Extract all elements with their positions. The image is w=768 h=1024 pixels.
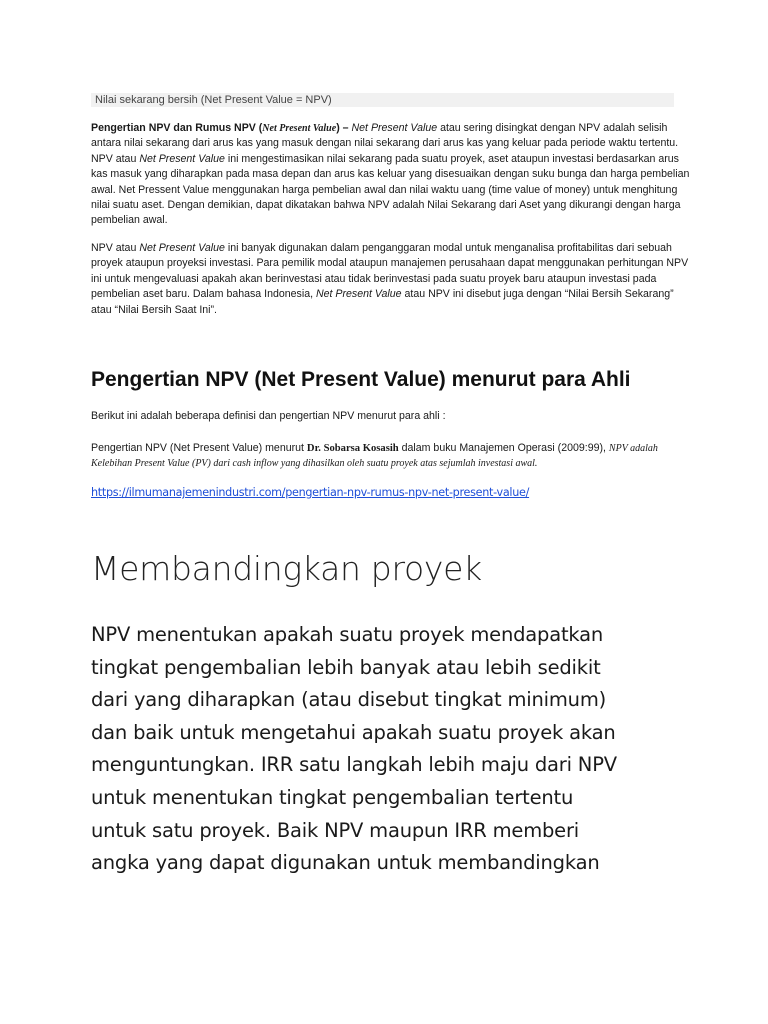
body-line: menguntungkan. IRR satu langkah lebih maju dari NPV	[91, 753, 617, 777]
paragraph-intro-experts: Berikut ini adalah beberapa definisi dan pengertian NPV menurut para ahli :	[91, 410, 446, 422]
p4-italic: NPV adalah Kelebihan Present Value (PV) dari cash inflow yang dihasilkan oleh suatu proyek atas sejumlah investasi awal.	[91, 443, 658, 470]
p2-italic-a: Net Present Value	[139, 242, 225, 254]
body-line: dari yang diharapkan (atau disebut tingkat minimum)	[91, 688, 607, 712]
p2-italic-b: Net Present Value	[315, 288, 402, 301]
p4-text-a: Pengertian NPV (Net Present Value) menurut	[91, 442, 304, 454]
body-line: untuk menentukan tingkat pengembalian tertentu	[91, 785, 574, 809]
body-compare-projects	[91, 619, 691, 880]
section-heading-experts: Pengertian NPV (Net Present Value) menurut para Ahli	[91, 368, 631, 391]
paragraph-expert-definition	[91, 441, 691, 472]
p4-author: Dr. Sobarsa Kosasih	[306, 443, 399, 454]
image-caption: Nilai sekarang bersih (Net Present Value = NPV)	[95, 94, 332, 106]
section-heading-compare: Membandingkan proyek	[91, 549, 482, 588]
body-line: tingkat pengembalian lebih banyak atau lebih sedikit	[91, 655, 601, 679]
p1-italic-lead: Net Present Value	[351, 122, 438, 134]
p1-bold-serif: Net Present Value	[262, 123, 337, 134]
body-line: angka yang dapat digunakan untuk membandingkan	[91, 851, 600, 875]
paragraph-npv-usage	[91, 241, 691, 318]
p2-text-b: ini banyak digunakan dalam penganggaran modal untuk menganalisa profitabilitas dari sebuah proyek ataupun proyeksi investasi. Para pemilik modal ataupun manajemen perusahaan dapat menggunakan perhitungan NPV ini untuk mengevaluasi apakah akan berinvestasi atau tidak berinvestasi pada suatu proyek baru ataupun investasi pada pembelian aset baru. Dalam bahasa Indonesia,	[91, 242, 689, 301]
body-line: untuk satu proyek. Baik NPV maupun IRR memberi	[91, 818, 580, 842]
p2-text-c: atau NPV ini disebut juga dengan “Nilai Bersih Sekarang” atau “Nilai Bersih Saat Ini”.	[91, 288, 674, 316]
p2-text-a: NPV atau	[91, 242, 137, 254]
p1-text-b: ini mengestimasikan nilai sekarang pada suatu proyek, aset ataupun investasi berdasarkan arus kas masuk yang diharapkan pada masa depan dan arus kas keluar yang disesuaikan dengan suku bunga dan harga pembelian awal. Net Pressent Value menggunakan harga pembelian awal dan nilai waktu uang (time value of money) untuk menghitung nilai suatu aset. Dengan demikian, dapat dikatakan bahwa NPV adalah Nilai Sekarang dari Aset yang dikurangi dengan harga pembelian awal.	[91, 152, 690, 227]
paragraph-npv-definition	[91, 121, 691, 229]
source-link[interactable]: https://ilmumanajemenindustri.com/pengertian-npv-rumus-npv-net-present-value/	[91, 486, 530, 499]
p1-italic-b: Net Present Value	[139, 152, 225, 165]
p1-bold-lead: Pengertian NPV dan Rumus NPV (	[91, 122, 263, 134]
body-line: NPV menentukan apakah suatu proyek mendapatkan	[91, 623, 604, 646]
body-line: dan baik untuk mengetahui apakah suatu proyek akan	[91, 720, 616, 744]
p1-text-a: atau sering disingkat dengan NPV adalah selisih antara nilai sekarang dari arus kas yang masuk dengan nilai sekarang dari arus kas yang keluar pada periode waktu tertentu. NPV atau	[91, 122, 679, 165]
p4-text-b: dalam buku Manajemen Operasi (2009:99),	[401, 442, 606, 454]
p1-bold-close: ) –	[336, 122, 349, 134]
